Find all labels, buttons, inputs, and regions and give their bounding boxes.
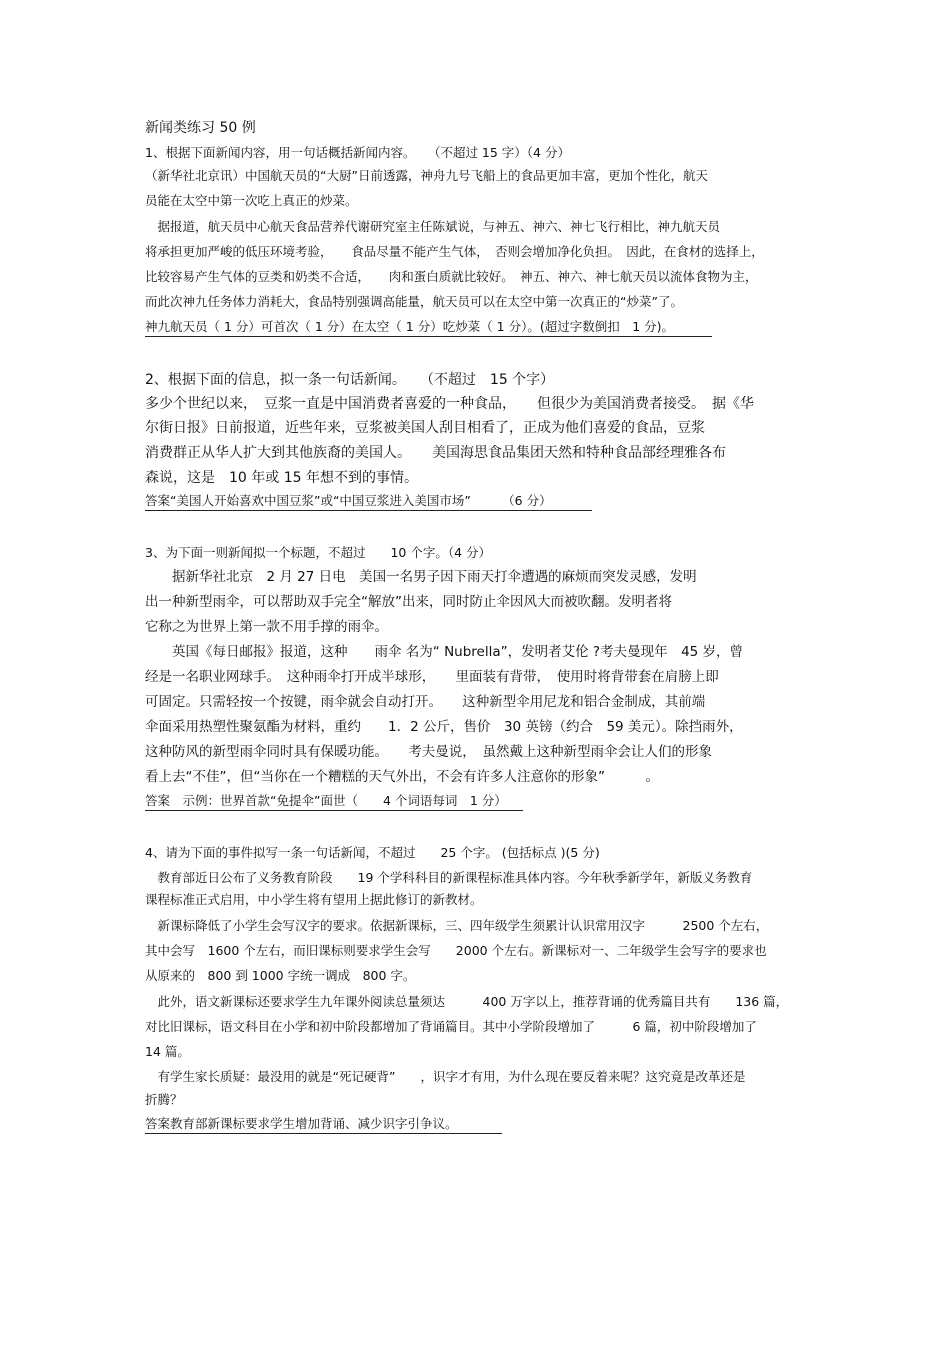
question-1-prompt: 1、根据下面新闻内容，用一句话概括新闻内容。 （不超过 15 字）（4 分） [145,145,570,160]
question-3-answer-underline [145,810,523,811]
question-2-answer: 答案“美国人开始喜欢中国豆浆”或“中国豆浆进入美国市场” （6 分） [145,493,552,508]
question-1-answer: 神九航天员（ 1 分）可首次（ 1 分）在太空（ 1 分）吃炒菜（ 1 分）。(超过字数倒扣 1 分)。 [145,319,675,334]
question-4-paragraph-line: 其中会写 1600 个左右，而旧课标则要求学生会写 2000 个左右。新课标对一、二年级学生会写字的要求也 [145,943,767,958]
question-4-paragraph-line: 课程标准正式启用，中小学生将有望用上据此修订的新教材。 [145,892,483,907]
question-3-paragraph-line: 伞面采用热塑性聚氨酯为材料，重约 1．2 公斤，售价 30 英镑（约合 59 美元）。除挡雨外， [145,719,743,735]
question-1-paragraph-line: 据报道，航天员中心航天食品营养代谢研究室主任陈斌说，与神五、神六、神七飞行相比，神九航天员 [145,219,721,234]
question-2-paragraph-line: 多少个世纪以来， 豆浆一直是中国消费者喜爱的一种食品， 但很少为美国消费者接受。 据《华 [145,396,754,412]
question-4-paragraph-line: 对比旧课标，语文科目在小学和初中阶段都增加了背诵篇目。其中小学阶段增加了 6 篇，初中阶段增加了 [145,1019,757,1034]
question-4-answer-underline [145,1133,502,1134]
question-3-answer: 答案 示例：世界首款“免提伞”面世（ 4 个词语每词 1 分） [145,793,507,808]
question-1-paragraph-line: 而此次神九任务体力消耗大，食品特别强调高能量，航天员可以在太空中第一次真正的“炒菜”了。 [145,294,683,309]
question-3-paragraph-line: 可固定。只需轻按一个按键，雨伞就会自动打开。 这种新型伞用尼龙和铝合金制成，其前端 [145,694,706,710]
question-1-paragraph-line: 将承担更加严峻的低压环境考验， 食品尽量不能产生气体， 否则会增加净化负担。 因此，在食材的选择上， [145,244,764,259]
question-2-paragraph-line: 森说，这是 10 年或 15 年想不到的事情。 [145,470,418,486]
question-2-paragraph-line: 尔街日报》日前报道，近些年来，豆浆被美国人刮目相看了，正成为他们喜爱的食品，豆浆 [145,420,705,436]
question-1-answer-underline [145,336,712,337]
question-2-prompt: 2、根据下面的信息，拟一条一句话新闻。 （不超过 15 个字） [145,372,555,388]
question-4-paragraph-line: 此外，语文新课标还要求学生九年课外阅读总量须达 400 万字以上，推荐背诵的优秀篇目共有 136 篇， [145,994,789,1009]
question-4-paragraph-line: 折腾？ [145,1092,183,1107]
document-title: 新闻类练习 50 例 [145,120,256,136]
question-3-paragraph-line: 出一种新型雨伞，可以帮助双手完全“解放”出来，同时防止伞因风大而被吹翻。发明者将 [145,594,672,610]
question-4-paragraph-line: 教育部近日公布了义务教育阶段 19 个学科科目的新课程标准具体内容。今年秋季新学年，新版义务教育 [145,870,753,885]
question-2-answer-underline [145,510,592,511]
question-3-paragraph-line: 经是一名职业网球手。 这种雨伞打开成半球形， 里面装有背带， 使用时将背带套在肩膀上即 [145,669,719,685]
question-4-answer: 答案教育部新课标要求学生增加背诵、减少识字引争议。 [145,1116,458,1131]
question-4-paragraph-line: 有学生家长质疑：最没用的就是“死记硬背” ，识字才有用，为什么现在要反着来呢？这究竟是改革还是 [145,1069,746,1084]
question-3-paragraph-line: 据新华社北京 2 月 27 日电 美国一名男子因下雨天打伞遭遇的麻烦而突发灵感，发明 [145,569,697,585]
question-1-paragraph-line: 比较容易产生气体的豆类和奶类不合适， 肉和蛋白质就比较好。 神五、神六、神七航天员以流体食物为主， [145,269,758,284]
question-2-paragraph-line: 消费群正从华人扩大到其他族裔的美国人。 美国海思食品集团天然和特种食品部经理雅各布 [145,445,726,461]
question-4-paragraph-line: 新课标降低了小学生会写汉字的要求。依据新课标，三、四年级学生须累计认识常用汉字 2500 个左右， [145,918,769,933]
question-1-paragraph-line: （新华社北京讯）中国航天员的“大厨”日前透露，神舟九号飞船上的食品更加丰富，更加个性化，航天 [145,168,708,183]
question-1-paragraph-line: 员能在太空中第一次吃上真正的炒菜。 [145,193,358,208]
question-3-paragraph-line: 它称之为世界上第一款不用手撑的雨伞。 [145,619,388,635]
question-3-paragraph-line: 英国《每日邮报》报道，这种 雨伞 名为“ Nubrella”，发明者艾伦 ?考夫曼现年 45 岁，曾 [145,644,744,660]
question-4-paragraph-line: 从原来的 800 到 1000 字统一调成 800 字。 [145,968,416,983]
question-3-paragraph-line: 这种防风的新型雨伞同时具有保暖功能。 考夫曼说， 虽然戴上这种新型雨伞会让人们的形象 [145,744,712,760]
question-3-prompt: 3、为下面一则新闻拟一个标题，不超过 10 个字。（4 分） [145,545,492,560]
question-4-prompt: 4、请为下面的事件拟写一条一句话新闻，不超过 25 个字。 (包括标点 )(5 分) [145,845,600,860]
question-4-paragraph-line: 14 篇。 [145,1044,190,1059]
question-3-paragraph-line: 看上去“不佳”，但“当你在一个糟糕的天气外出，不会有许多人注意你的形象” 。 [145,769,659,785]
